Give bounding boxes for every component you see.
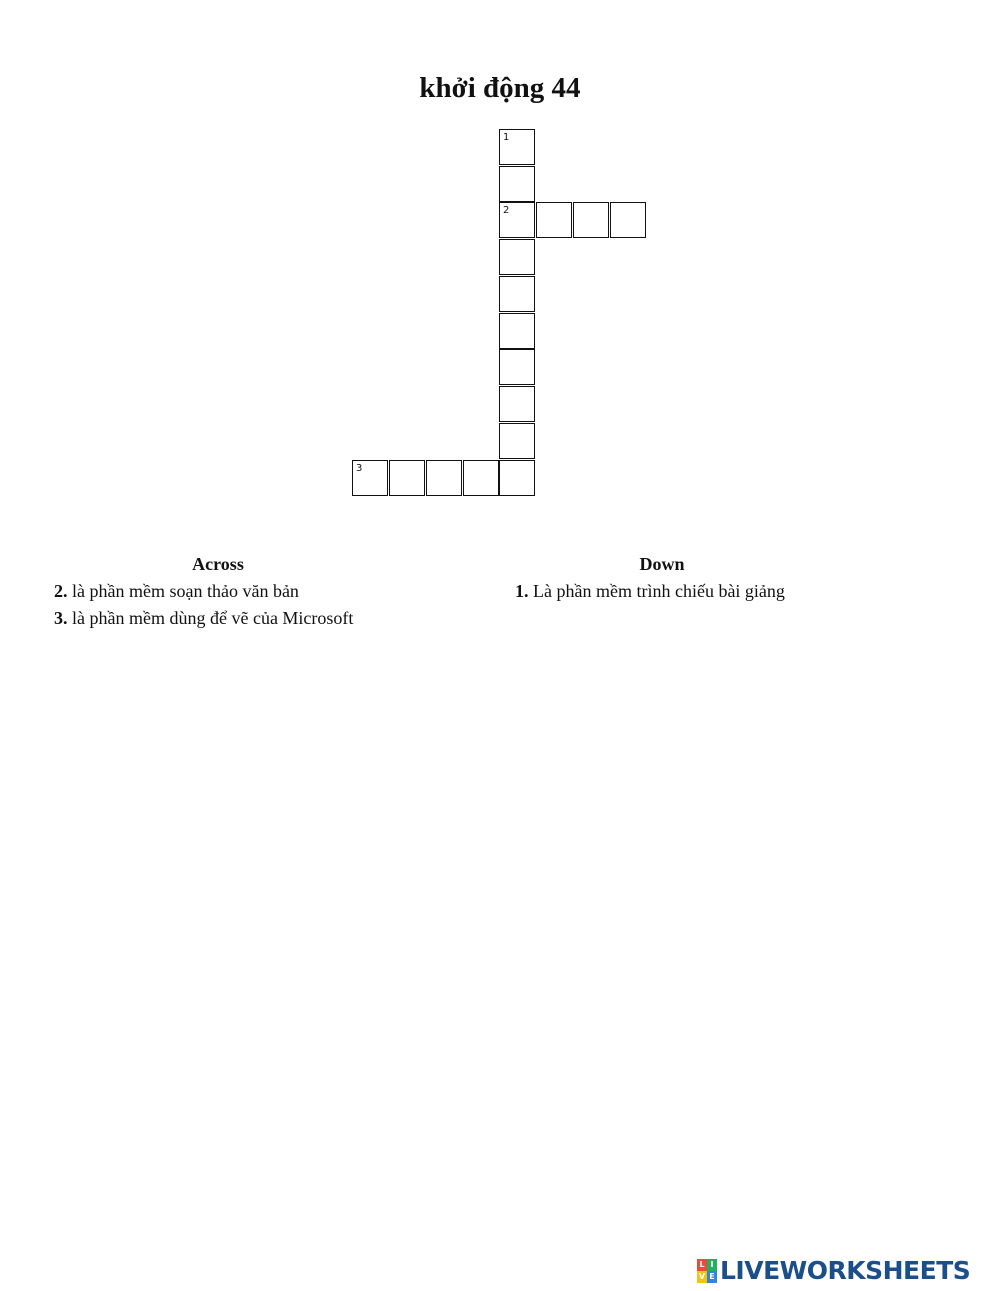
across-clue (54, 580, 299, 602)
crossword-cell[interactable] (536, 202, 572, 238)
clue-number-label: 1. (515, 581, 529, 601)
crossword-cell[interactable] (499, 129, 535, 165)
clue-number: 3 (356, 463, 363, 474)
logo-mark-letter: E (707, 1271, 717, 1283)
clue-number: 1 (503, 132, 510, 143)
down-heading: Down (639, 554, 685, 574)
logo-text: LIVEWORKSHEETS (720, 1256, 971, 1285)
logo-mark-letter: I (707, 1259, 717, 1271)
logo-mark-letter: L (697, 1259, 707, 1271)
crossword-cell[interactable] (463, 460, 499, 496)
clue-text: Là phần mềm trình chiếu bài giảng (533, 581, 785, 601)
crossword-grid (0, 0, 1000, 520)
crossword-cell[interactable] (499, 202, 535, 238)
across-clue (54, 607, 353, 629)
crossword-cell[interactable] (499, 313, 535, 349)
crossword-cell[interactable] (499, 239, 535, 275)
crossword-cell[interactable] (499, 349, 535, 385)
crossword-cell[interactable] (499, 386, 535, 422)
clue-text: là phần mềm dùng để vẽ của Microsoft (72, 608, 354, 628)
worksheet-title: khởi động 44 (419, 72, 581, 104)
crossword-cell[interactable] (426, 460, 462, 496)
across-heading: Across (192, 554, 244, 574)
crossword-cell[interactable] (610, 202, 646, 238)
crossword-cell[interactable] (499, 460, 535, 496)
logo-mark-letter: V (698, 1272, 706, 1281)
crossword-cell[interactable] (499, 166, 535, 202)
down-clue (515, 580, 785, 602)
clue-number-label: 3. (54, 608, 68, 628)
logo-mark-icon (697, 1259, 717, 1283)
crossword-cell[interactable] (573, 202, 609, 238)
crossword-cell[interactable] (499, 276, 535, 312)
clue-text: là phần mềm soạn thảo văn bản (72, 581, 299, 601)
crossword-cell[interactable] (352, 460, 388, 496)
crossword-cell[interactable] (499, 423, 535, 459)
clue-number-label: 2. (54, 581, 68, 601)
liveworksheets-logo (697, 1257, 970, 1285)
clue-number: 2 (503, 205, 510, 216)
crossword-cell[interactable] (389, 460, 425, 496)
